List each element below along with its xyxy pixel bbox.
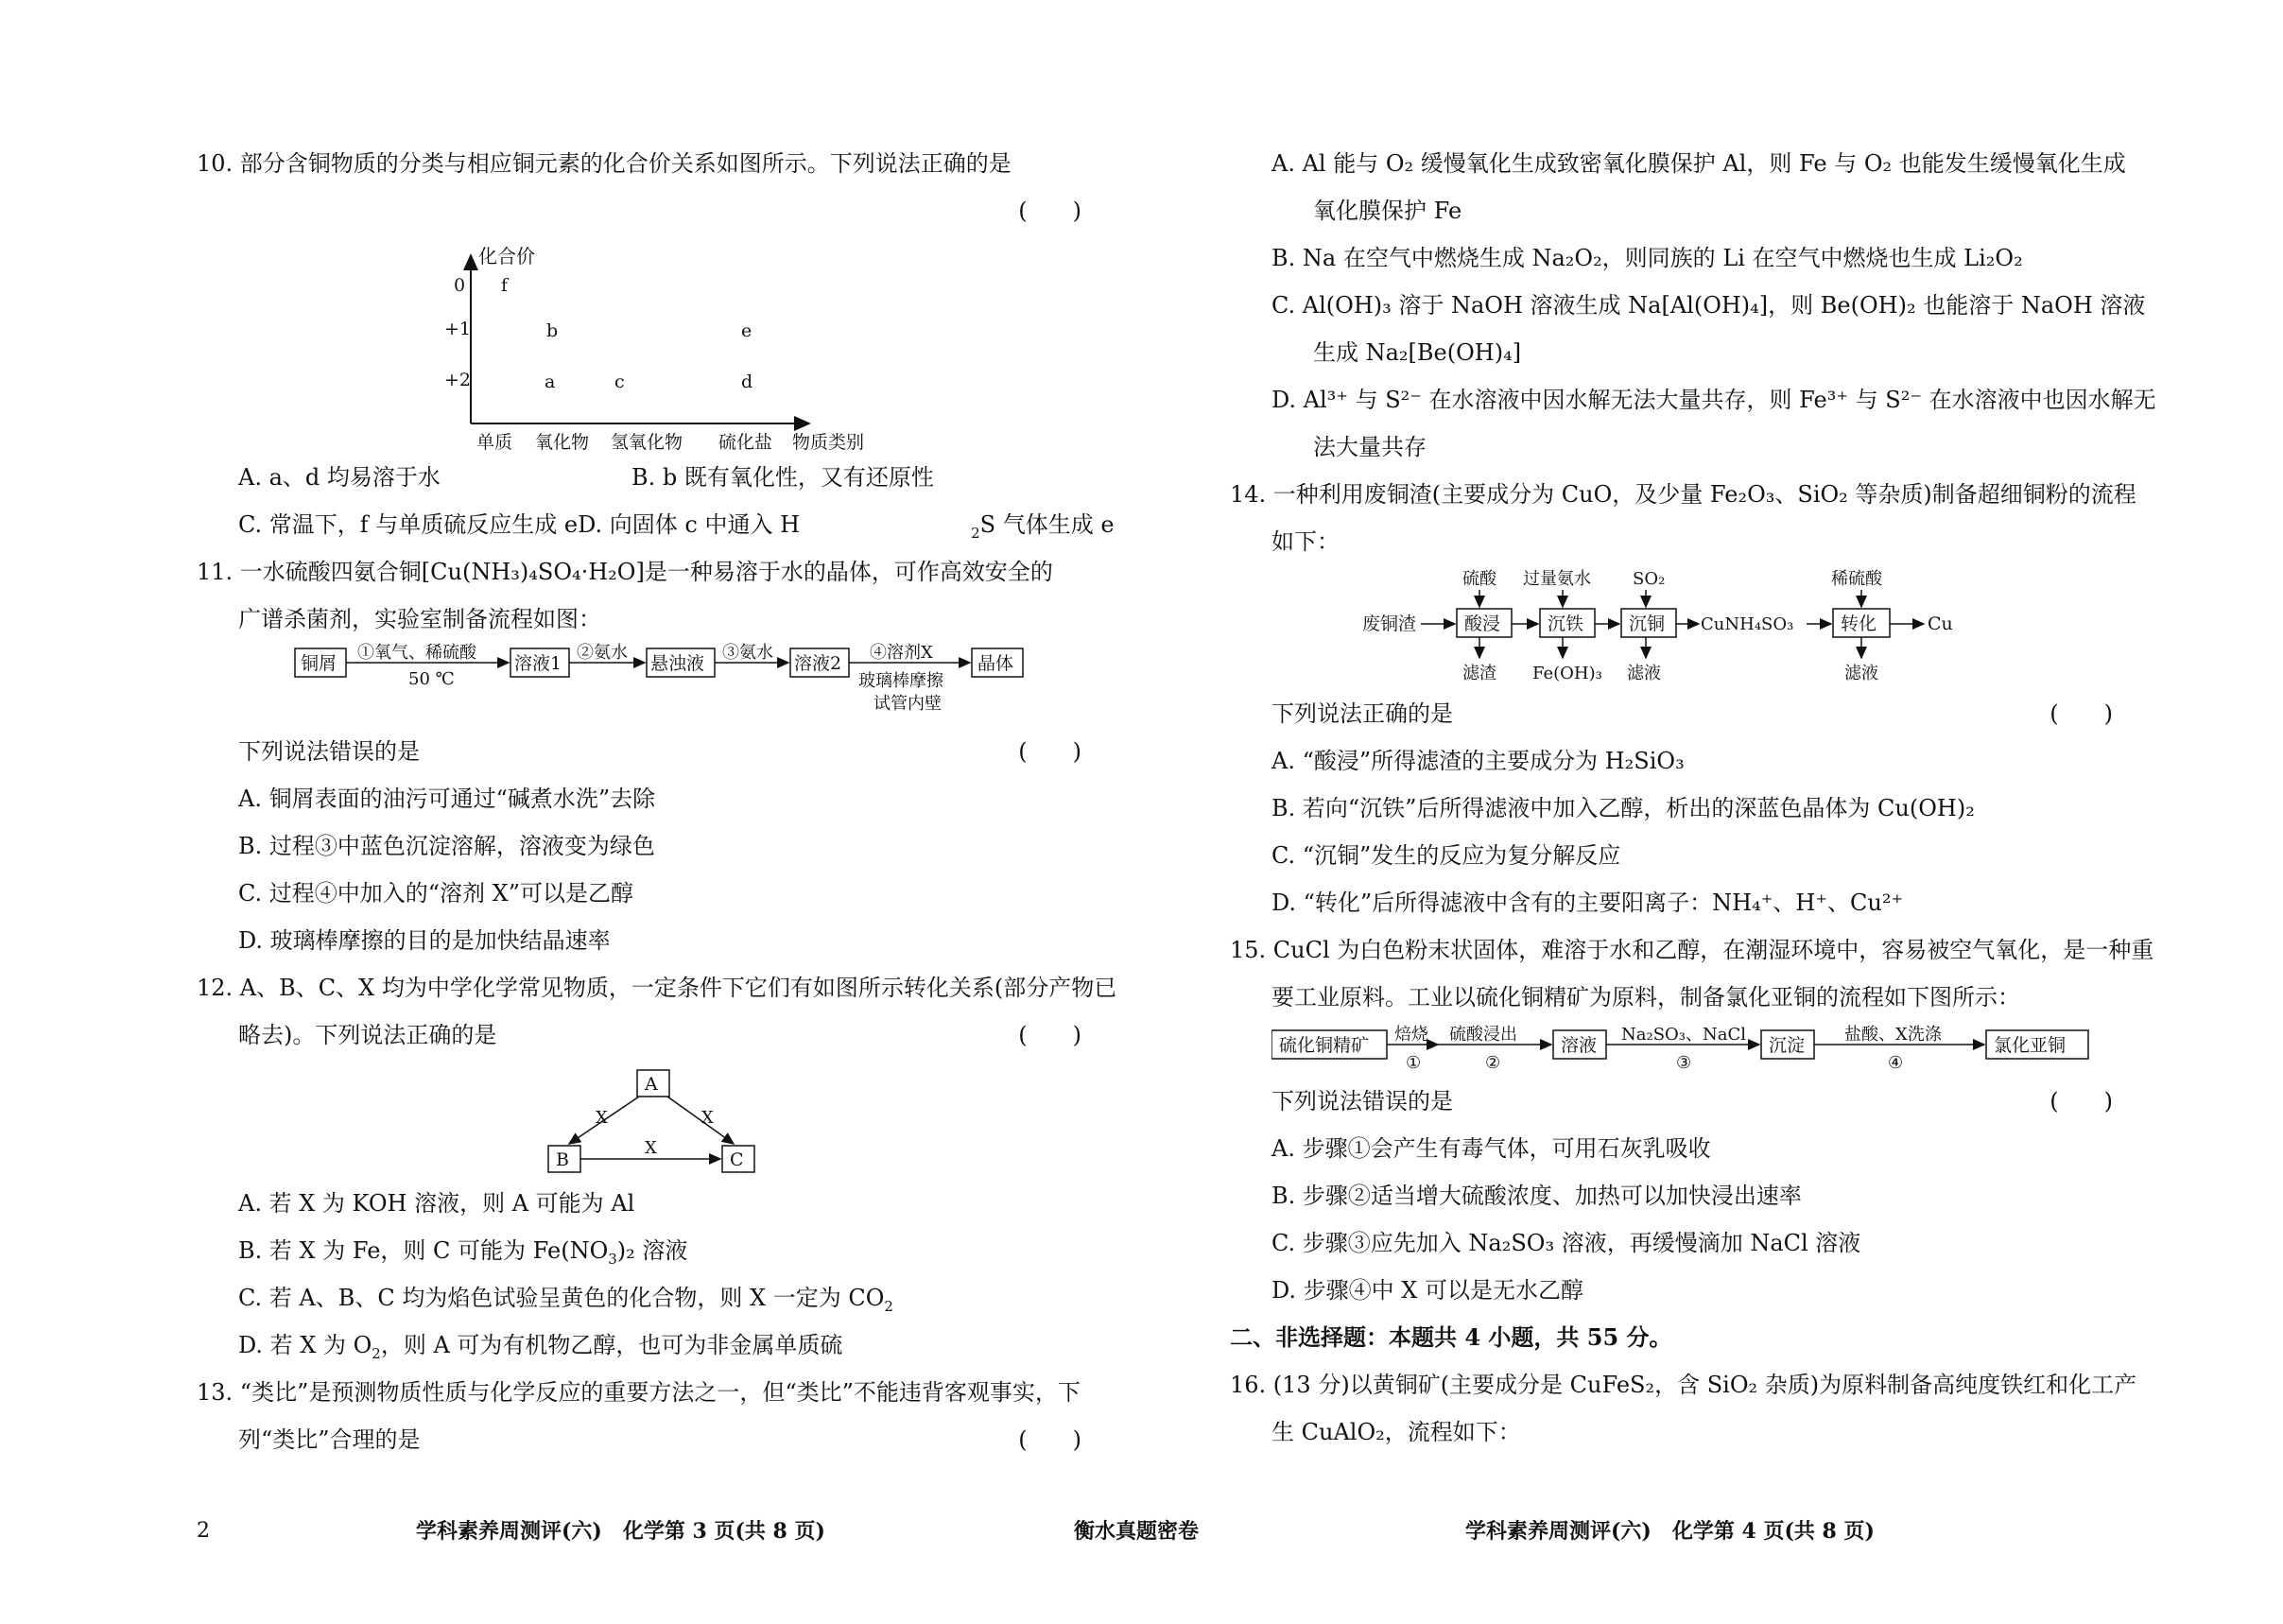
left-column [197, 140, 1117, 1463]
q14-stem-1: 14. 一种利用废铜渣(主要成分为 CuO，及少量 Fe₂O₃、SiO₂ 等杂质)制备超细铜粉的流程 [1230, 481, 2136, 508]
q11-step3-top: ③氨水 [722, 643, 773, 663]
q11-step4-top: ④溶剂X [870, 643, 933, 663]
point-b: b [546, 320, 559, 341]
q14-end: Cu [1928, 613, 1953, 634]
ytick-plus2: +2 [444, 370, 472, 390]
q14-box-copper-precip: 沉铜 [1629, 613, 1666, 634]
q11-step2-top: ②氨水 [577, 643, 628, 663]
q12-node-a: A [645, 1074, 658, 1095]
q15-box-precipitate: 沉淀 [1769, 1035, 1806, 1056]
xlabel-category: 物质类别 [792, 432, 865, 453]
q14-start: 废铜渣 [1362, 613, 1417, 634]
q14-reagent-2: 过量氨水 [1523, 569, 1591, 589]
q11-box-copper: 铜屑 [301, 653, 337, 674]
q11-ask: 下列说法错误的是 ( ) [197, 728, 1081, 775]
ytick-0: 0 [454, 275, 466, 296]
q16-stem-2: 生 CuAlO₂，流程如下： [1271, 1419, 1521, 1445]
q11-step1-bottom: 50 ℃ [408, 669, 455, 689]
q11-box-suspension: 悬浊液 [650, 653, 705, 674]
q12-label-x1: X [596, 1108, 608, 1128]
q14-reagent-4: 稀硫酸 [1831, 569, 1882, 589]
q11-option-d: D. 玻璃棒摩擦的目的是加快结晶速率 [238, 927, 611, 954]
point-a: a [545, 371, 556, 392]
q13-stem-1: 13. “类比”是预测物质性质与化学反应的重要方法之一，但“类比”不能违背客观事实，下 [197, 1379, 1081, 1406]
q15-step3-top: Na₂SO₃、NaCl [1621, 1025, 1747, 1045]
q15-stem-1: 15. CuCl 为白色粉末状固体，难溶于水和乙醇，在潮湿环境中，容易被空气氧化，是一种重 [1230, 937, 2154, 963]
q15-box-cucl: 氯化亚铜 [1994, 1035, 2067, 1056]
q11-box-solution1: 溶液1 [514, 653, 562, 674]
q13-option-b: B. Na 在空气中燃烧生成 Na₂O₂，则同族的 Li 在空气中燃烧也生成 Li₂O₂ [1271, 245, 2023, 271]
q15-option-c: C. 步骤③应先加入 Na₂SO₃ 溶液，再缓慢滴加 NaCl 溶液 [1271, 1230, 1861, 1256]
q14-output-2: Fe(OH)₃ [1532, 664, 1602, 683]
q15-step3-bottom: ③ [1676, 1053, 1692, 1073]
q14-reagent-3: SO₂ [1633, 569, 1666, 589]
footer-center-text: 衡水真题密卷 [1074, 1519, 1200, 1544]
answer-paren: ( ) [1018, 738, 1081, 765]
page-footer [0, 1512, 2283, 1550]
q12-node-b: B [556, 1149, 569, 1170]
q12-option-a: A. 若 X 为 KOH 溶液，则 A 可能为 Al [238, 1190, 635, 1217]
q14-box-iron-precip: 沉铁 [1548, 613, 1584, 634]
q14-flowchart [1271, 565, 2113, 690]
q15-step2-bottom: ② [1485, 1053, 1501, 1073]
answer-paren: ( ) [2050, 1088, 2113, 1114]
answer-paren: ( ) [1018, 1022, 1081, 1048]
q13-option-d-2: 法大量共存 [1313, 434, 1427, 460]
q12-node-c: C [730, 1149, 744, 1170]
q10-option-b: B. b 既有氧化性，又有还原性 [631, 464, 934, 491]
q10-stem: 10. 部分含铜物质的分类与相应铜元素的化合价关系如图所示。下列说法正确的是 [197, 150, 1012, 177]
section-2-heading: 二、非选择题：本题共 4 小题，共 55 分。 [1230, 1323, 1672, 1351]
ytick-plus1: +1 [444, 319, 472, 339]
q13-option-c-1: C. Al(OH)₃ 溶于 NaOH 溶液生成 Na[Al(OH)₄]，则 Be(OH)₂ 也能溶于 NaOH 溶液 [1271, 292, 2146, 319]
q15-option-d: D. 步骤④中 X 可以是无水乙醇 [1271, 1277, 1583, 1304]
q11-step4-bottom-2: 试管内壁 [873, 694, 942, 714]
q14-output-1: 滤渣 [1462, 664, 1496, 683]
q10-option-c: C. 常温下，f 与单质硫反应生成 e [238, 511, 579, 538]
q11-step4-bottom-1: 玻璃棒摩擦 [858, 671, 943, 691]
q14-option-b: B. 若向“沉铁”后所得滤液中加入乙醇，析出的深蓝色晶体为 Cu(OH)₂ [1271, 795, 1975, 821]
answer-paren: ( ) [1018, 198, 1081, 224]
xlabel-element: 单质 [476, 432, 513, 453]
q14-ask: 下列说法正确的是 ( ) [1271, 690, 2113, 737]
q13-option-c-2: 生成 Na₂[Be(OH)₄] [1313, 339, 1522, 366]
answer-paren: ( ) [2050, 700, 2113, 727]
q13-option-d-1: D. Al³⁺ 与 S²⁻ 在水溶液中因水解无法大量共存，则 Fe³⁺ 与 S²⁻ 在水溶液中也因水解无 [1271, 387, 2156, 413]
q15-ask: 下列说法错误的是 ( ) [1271, 1078, 2113, 1125]
q13-stem-2: 列“类比”合理的是 ( ) [197, 1416, 1081, 1463]
q10-option-a: A. a、d 均易溶于水 [238, 464, 441, 491]
point-e: e [741, 320, 752, 341]
q12-label-x2: X [701, 1108, 714, 1128]
q14-box-convert: 转化 [1841, 613, 1877, 634]
xlabel-oxide: 氧化物 [535, 432, 590, 453]
q13-option-a-1: A. Al 能与 O₂ 缓慢氧化生成致密氧化膜保护 Al，则 Fe 与 O₂ 也能发生缓慢氧化生成 [1271, 150, 2126, 177]
q14-option-a: A. “酸浸”所得滤渣的主要成分为 H₂SiO₃ [1271, 748, 1685, 774]
q15-box-solution: 溶液 [1561, 1035, 1598, 1056]
q10-option-d: D. 向固体 c 中通入 H $_2$S 气体生成 e [578, 511, 1115, 542]
q11-stem-2: 广谱杀菌剂，实验室制备流程如图： [238, 606, 601, 632]
q13-option-a-2: 氧化膜保护 Fe [1313, 198, 1462, 224]
point-d: d [741, 371, 753, 392]
q11-option-a: A. 铜屑表面的油污可通过“碱煮水洗”去除 [238, 786, 656, 812]
xlabel-sulfide: 硫化盐 [718, 432, 773, 453]
q15-stem-2: 要工业原料。工业以硫化铜精矿为原料，制备氯化亚铜的流程如下图所示： [1271, 984, 2020, 1011]
q15-step4-top: 盐酸、X洗涤 [1844, 1025, 1942, 1045]
q11-box-solution2: 溶液2 [794, 653, 842, 674]
footer-left-text: 学科素养周测评(六) 化学第 3 页(共 8 页) [416, 1519, 825, 1544]
right-column [1230, 140, 2156, 1456]
q10-valence-graph [197, 234, 1081, 454]
q14-option-c: C. “沉铜”发生的反应为复分解反应 [1271, 842, 1621, 869]
q12-triangle-figure [197, 1059, 1081, 1180]
point-f: f [501, 275, 509, 296]
q14-option-d: D. “转化”后所得滤液中含有的主要阳离子：NH₄⁺、H⁺、Cu²⁺ [1271, 890, 1904, 916]
page-number: 2 [197, 1519, 210, 1543]
answer-paren: ( ) [1018, 1426, 1081, 1453]
q11-stem-1: 11. 一水硫酸四氨合铜[Cu(NH₃)₄SO₄·H₂O]是一种易溶于水的晶体，可作高效安全的 [197, 559, 1053, 585]
q11-flowchart [197, 643, 1081, 728]
q11-option-c: C. 过程④中加入的“溶剂 X”可以是乙醇 [238, 880, 634, 907]
q15-step1-bottom: ① [1406, 1053, 1422, 1073]
q15-step2-top: 硫酸浸出 [1449, 1025, 1517, 1045]
q14-output-4: 滤液 [1844, 664, 1878, 683]
q15-box-ore: 硫化铜精矿 [1279, 1035, 1370, 1056]
q12-label-x3: X [645, 1138, 657, 1158]
q12-option-d: D. 若 X 为 $O_2$，则 A 可为有机物乙醇，也可为非金属单质硫 [238, 1332, 843, 1362]
xlabel-hydroxide: 氢氧化物 [611, 432, 683, 453]
point-c: c [614, 371, 625, 392]
q15-flowchart [1271, 1021, 2113, 1078]
q12-option-b: B. 若 X 为 Fe，则 C 可能为 $Fe(NO_3)_2$ 溶液 [238, 1237, 688, 1268]
q12-stem-1: 12. A、B、C、X 均为中学化学常见物质，一定条件下它们有如图所示转化关系(部分产物已 [197, 975, 1117, 1001]
q15-option-a: A. 步骤①会产生有毒气体，可用石灰乳吸收 [1271, 1135, 1711, 1162]
q11-box-crystal: 晶体 [977, 653, 1014, 674]
q14-reagent-1: 硫酸 [1462, 569, 1496, 589]
q14-stem-2: 如下： [1271, 528, 1340, 555]
q14-intermediate: CuNH₄SO₃ [1701, 614, 1794, 634]
y-axis-label: 化合价 [478, 245, 535, 268]
q10-options-ab [197, 454, 1081, 501]
q15-step1-top: 焙烧 [1394, 1025, 1428, 1045]
q14-output-3: 滤液 [1627, 664, 1661, 683]
q12-option-c: C. 若 A、B、C 均为焰色试验呈黄色的化合物，则 X 一定为 $CO_2$ [238, 1285, 893, 1315]
q11-step1-top: ①氧气、稀硫酸 [357, 643, 476, 663]
q15-option-b: B. 步骤②适当增大硫酸浓度、加热可以加快浸出速率 [1271, 1183, 1802, 1209]
q15-step4-bottom: ④ [1888, 1053, 1904, 1073]
q16-stem-1: 16. (13 分)以黄铜矿(主要成分是 CuFeS₂，含 SiO₂ 杂质)为原料制备高纯度铁红和化工产 [1230, 1372, 2137, 1398]
footer-right-text: 学科素养周测评(六) 化学第 4 页(共 8 页) [1465, 1519, 1875, 1544]
q12-stem-2: 略去)。下列说法正确的是 ( ) [197, 1011, 1081, 1059]
q14-box-acid-leach: 酸浸 [1464, 613, 1501, 634]
q10-paren-line [197, 187, 1081, 234]
q10-options-cd [197, 501, 1115, 548]
q11-option-b: B. 过程③中蓝色沉淀溶解，溶液变为绿色 [238, 833, 655, 859]
